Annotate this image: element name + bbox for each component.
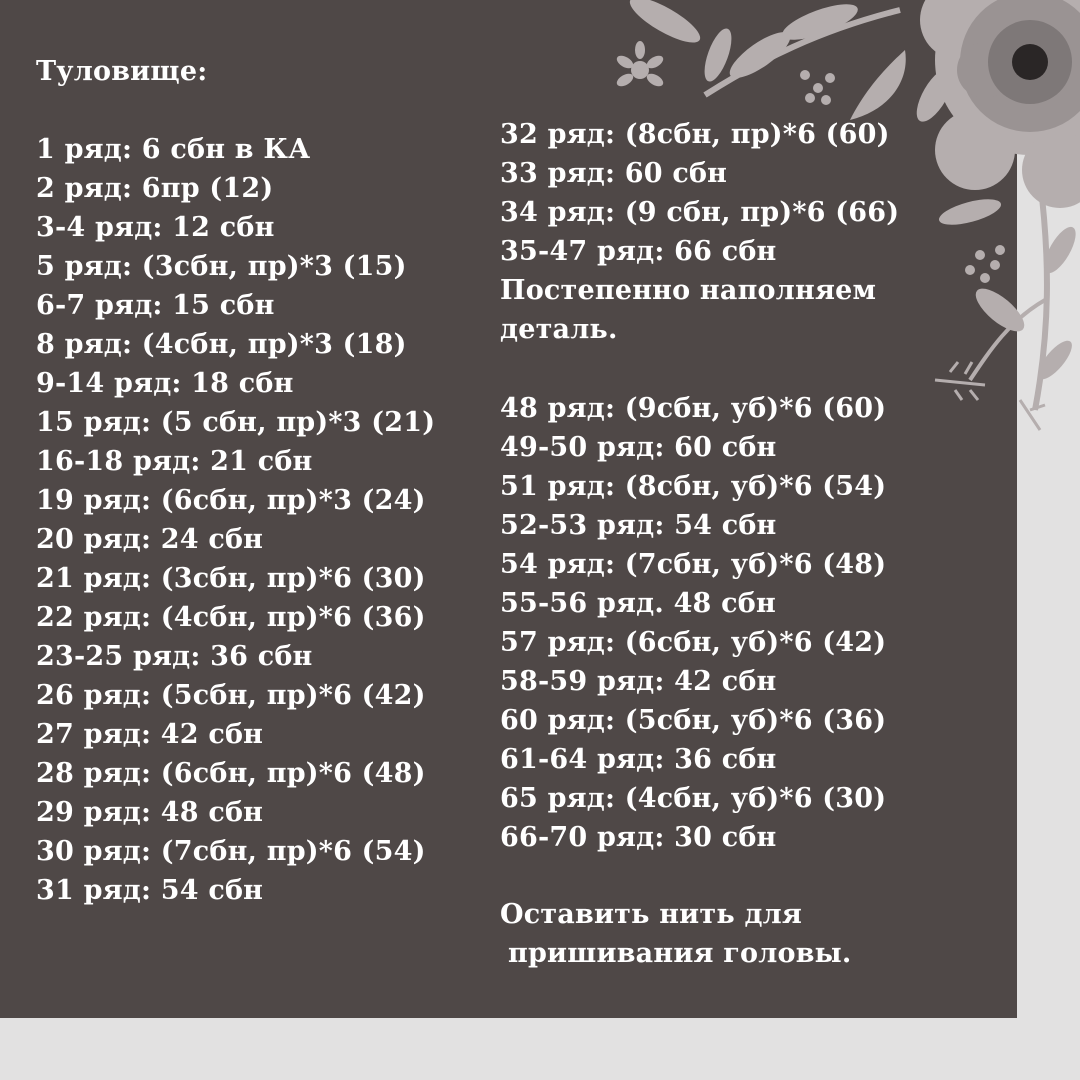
pattern-row: 28 ряд: (6сбн, пр)*6 (48) <box>36 758 426 789</box>
pattern-row: 49-50 ряд: 60 сбн <box>500 432 777 463</box>
pattern-row: 55-56 ряд. 48 сбн <box>500 588 776 619</box>
section-title: Туловище: <box>36 56 208 87</box>
pattern-row: 33 ряд: 60 сбн <box>500 158 728 189</box>
pattern-row: 3-4 ряд: 12 сбн <box>36 212 275 243</box>
pattern-row: 48 ряд: (9сбн, уб)*6 (60) <box>500 393 887 424</box>
pattern-row: 15 ряд: (5 сбн, пр)*3 (21) <box>36 407 436 438</box>
rows-column-right-bottom <box>500 389 886 857</box>
pattern-row: 54 ряд: (7сбн, уб)*6 (48) <box>500 549 887 580</box>
pattern-row: 19 ряд: (6сбн, пр)*3 (24) <box>36 485 426 516</box>
pattern-row: 60 ряд: (5сбн, уб)*6 (36) <box>500 705 887 736</box>
pattern-row: 9-14 ряд: 18 сбн <box>36 368 294 399</box>
pattern-row: 29 ряд: 48 сбн <box>36 797 264 828</box>
pattern-row: 65 ряд: (4сбн, уб)*6 (30) <box>500 783 887 814</box>
pattern-row: 51 ряд: (8сбн, уб)*6 (54) <box>500 471 887 502</box>
pattern-row: 8 ряд: (4сбн, пр)*3 (18) <box>36 329 407 360</box>
pattern-row: 2 ряд: 6пр (12) <box>36 173 274 204</box>
pattern-row: 6-7 ряд: 15 сбн <box>36 290 275 321</box>
rows-column-left <box>36 130 435 910</box>
stuffing-note-line: деталь. <box>500 314 618 345</box>
pattern-row: 26 ряд: (5сбн, пр)*6 (42) <box>36 680 426 711</box>
pattern-row: 57 ряд: (6сбн, уб)*6 (42) <box>500 627 887 658</box>
pattern-row: 21 ряд: (3сбн, пр)*6 (30) <box>36 563 426 594</box>
pattern-row: 23-25 ряд: 36 сбн <box>36 641 313 672</box>
pattern-row: 31 ряд: 54 сбн <box>36 875 264 906</box>
stuffing-note-line: Постепенно наполняем <box>500 275 877 306</box>
pattern-row: 66-70 ряд: 30 сбн <box>500 822 777 853</box>
pattern-row: 52-53 ряд: 54 сбн <box>500 510 777 541</box>
pattern-row: 27 ряд: 42 сбн <box>36 719 264 750</box>
pattern-row: 34 ряд: (9 сбн, пр)*6 (66) <box>500 197 900 228</box>
final-note-line: Оставить нить для <box>500 899 803 930</box>
pattern-row: 5 ряд: (3сбн, пр)*3 (15) <box>36 251 407 282</box>
pattern-row: 1 ряд: 6 сбн в КА <box>36 134 311 165</box>
pattern-row: 20 ряд: 24 сбн <box>36 524 264 555</box>
rows-column-right-top <box>500 115 899 271</box>
final-note-line: пришивания головы. <box>508 938 852 969</box>
pattern-row: 32 ряд: (8сбн, пр)*6 (60) <box>500 119 890 150</box>
pattern-row: 58-59 ряд: 42 сбн <box>500 666 777 697</box>
pattern-row: 16-18 ряд: 21 сбн <box>36 446 313 477</box>
pattern-row: 61-64 ряд: 36 сбн <box>500 744 777 775</box>
pattern-row: 22 ряд: (4сбн, пр)*6 (36) <box>36 602 426 633</box>
pattern-row: 30 ряд: (7сбн, пр)*6 (54) <box>36 836 426 867</box>
pattern-row: 35-47 ряд: 66 сбн <box>500 236 777 267</box>
